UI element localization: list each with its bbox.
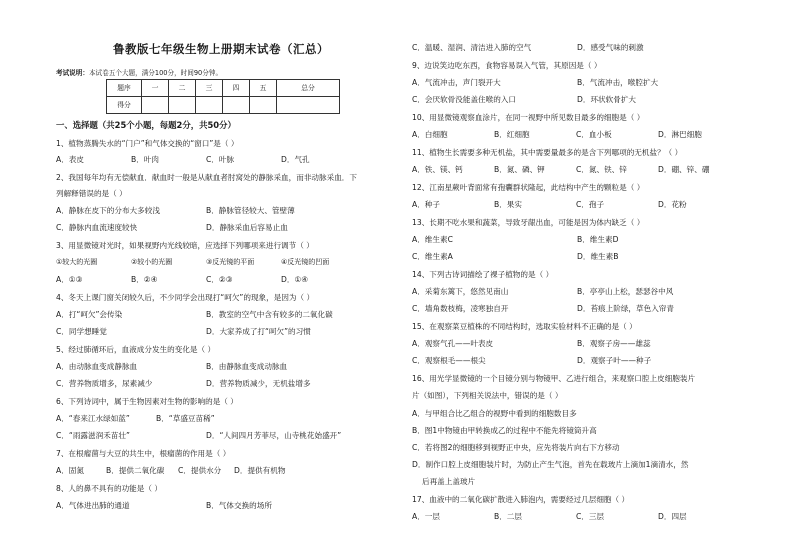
question-5: 5、经过肺循环后，血液成分发生的变化是（ ）: [56, 345, 216, 354]
question-4-options: C．同学想睡觉 D．大家养成了打“呵欠”的习惯: [56, 327, 311, 336]
question-11: 11、植物生长需要多种无机盐，其中需要量最多的是含下列哪项的无机盐？（ ）: [412, 148, 683, 157]
score-cell: [223, 97, 250, 114]
question-1-options: A．表皮 B．叶肉 C．叶脉 D．气孔: [56, 155, 310, 164]
question-7: 7、在根瘤菌与大豆的共生中，根瘤菌的作用是（ ）: [56, 449, 231, 458]
question-12: 12、江南星蕨叶背面常有孢囊群状隆起，此结构中产生的颗粒是（ ）: [412, 183, 645, 192]
question-9-options: A．气流冲击，声门裂开大 B．气流冲击，喉腔扩大: [412, 78, 659, 87]
question-14-options: C．墙角数枝梅，凌寒独自开 D．苔痕上阶绿，草色入帘青: [412, 304, 674, 313]
question-16: 16、用光学显微镜的一个目镜分别与物镜甲、乙进行组合，来观察口腔上皮细胞装片: [412, 374, 696, 383]
question-4-options: A．打“呵欠”会传染 B．教室的空气中含有较多的二氧化碳: [56, 310, 333, 319]
question-3: 3、用显微镜对光时，如果视野内光线较暗，应选择下列哪项来进行调节（ ）: [56, 241, 314, 250]
question-8: 8、人的鼻不具有的功能是（ ）: [56, 484, 162, 493]
question-17-options: A．一层 B．二层 C．三层 D．四层: [412, 512, 687, 521]
question-15-options: C．观察根毛——根尖 D．观察子叶——种子: [412, 356, 652, 365]
question-14-options: A．采菊东篱下，悠然见南山 B．亭亭山上松，瑟瑟谷中风: [412, 287, 674, 296]
question-17: 17、血液中的二氧化碳扩散进入肺泡内，需要经过几层细胞（ ）: [412, 495, 630, 504]
question-16-option-d-cont: 后再盖上盖玻片: [422, 477, 476, 486]
question-6: 6、下列诗词中，属于生物因素对生物的影响的是（ ）: [56, 397, 238, 406]
question-6-options: A．“春来江水绿如蓝” B．“草盛豆苗稀”: [56, 414, 215, 423]
score-table-row-head: 得分: [107, 97, 142, 114]
question-8-options: A．气体进出肺的通道 B．气体交换的场所: [56, 501, 272, 510]
question-3-options: A．①③ B．②④ C．②③ D．①④: [56, 275, 309, 284]
question-12-options: A．种子 B．果实 C．孢子 D．花粉: [412, 200, 687, 209]
score-cell: [142, 97, 169, 114]
section-heading: 一、选择题（共25个小题，每题2分，共50分）: [56, 120, 236, 130]
question-10-options: A．白细胞 B．红细胞 C．血小板 D．淋巴细胞: [412, 130, 702, 139]
exam-instructions: 考试说明：本试卷五个大题，满分100分，时间90分钟。: [56, 69, 223, 77]
question-8-options: C．温暖、湿润、清洁进入肺的空气 D．感受气味的刺激: [412, 43, 644, 52]
score-cell: [277, 97, 340, 114]
question-11-options: A．铁、镁、钙 B．氮、磷、钾 C．氮、铁、锌 D．硼、锌、硼: [412, 165, 710, 174]
question-3-items: ①较大的光圈 ②较小的光圈 ③反光镜的平面 ④反光镜的凹面: [56, 258, 330, 266]
score-table-col: 五: [250, 80, 277, 97]
question-13-options: A．维生素C B．维生素D: [412, 235, 619, 244]
score-cell: [196, 97, 223, 114]
question-15: 15、在观察菜豆植株的不同结构时，选取实验材料不正确的是（ ）: [412, 322, 637, 331]
question-2: 2、我国每年均有无偿献血．献血时一般是从献血者肘窝处的静脉采血，而非动脉采血．下: [56, 173, 357, 182]
score-cell: [250, 97, 277, 114]
question-1: 1、植物蒸腾失水的“门户”和气体交换的“窗口”是（ ）: [56, 139, 239, 148]
question-5-options: C．营养物质增多，尿素减少 D．营养物质减少，无机盐增多: [56, 379, 311, 388]
score-table: [106, 79, 340, 114]
question-2-options: C．静脉内血流速度较快 D．静脉采血后容易止血: [56, 223, 288, 232]
question-6-options: C．“雨露滋润禾苗壮” D．“人间四月芳菲尽，山寺桃花始盛开”: [56, 431, 342, 440]
question-9-options: C．会厌软骨没能盖住喉的入口 D．环状软骨扩大: [412, 95, 637, 104]
score-table-col: 二: [169, 80, 196, 97]
score-table-row-head: 题序: [107, 80, 142, 97]
question-15-options: A．观察气孔——叶表皮 B．观察子房——雄蕊: [412, 339, 651, 348]
question-16-option-c: C．若将图2的细胞移到视野正中央，应先将装片向右下方移动: [412, 443, 620, 452]
page-title: 鲁教版七年级生物上册期末试卷（汇总）: [113, 42, 329, 56]
question-16-option-d: D．制作口腔上皮细胞装片时，为防止产生气泡，首先在载玻片上滴加1滴清水，然: [412, 460, 689, 469]
score-table-score-row: [107, 97, 340, 114]
question-16-cont: 片（如图），下列相关说法中，错误的是（ ）: [412, 391, 563, 400]
score-table-col: 三: [196, 80, 223, 97]
question-16-option-a: A．与甲组合比乙组合的视野中看到的细胞数目多: [412, 409, 577, 418]
score-cell: [169, 97, 196, 114]
question-16-option-b: B．图1中物镜由甲转换成乙的过程中不能先将镜筒升高: [412, 426, 597, 435]
question-14: 14、下列古诗词描绘了裸子植物的是（ ）: [412, 270, 554, 279]
question-7-options: A．固氮 B．提供二氧化碳 C．提供水分 D．提供有机物: [56, 466, 286, 475]
question-4: 4、冬天上课门窗关闭较久后，不少同学会出现打“呵欠”的现象，是因为（ ）: [56, 293, 315, 302]
question-5-options: A．由动脉血变成静脉血 B．由静脉血变成动脉血: [56, 362, 288, 371]
score-table-header-row: [107, 80, 340, 97]
question-2-options: A．静脉在皮下的分布大多较浅 B．静脉管径较大、管壁薄: [56, 206, 295, 215]
question-13: 13、长期不吃水果和蔬菜，导致牙龈出血，可能是因为体内缺乏（ ）: [412, 218, 645, 227]
question-10: 10、用显微镜观察血涂片，在同一视野中所见数目最多的细胞是（ ）: [412, 113, 645, 122]
question-9: 9、边说笑边吃东西，食物容易误入气管，其原因是（ ）: [412, 61, 602, 70]
question-13-options: C．维生素A D．维生素B: [412, 252, 619, 261]
question-2-cont: 列解释错误的是（ ）: [56, 189, 127, 198]
score-table-col: 四: [223, 80, 250, 97]
score-table-col: 一: [142, 80, 169, 97]
score-table-col: 总分: [277, 80, 340, 97]
